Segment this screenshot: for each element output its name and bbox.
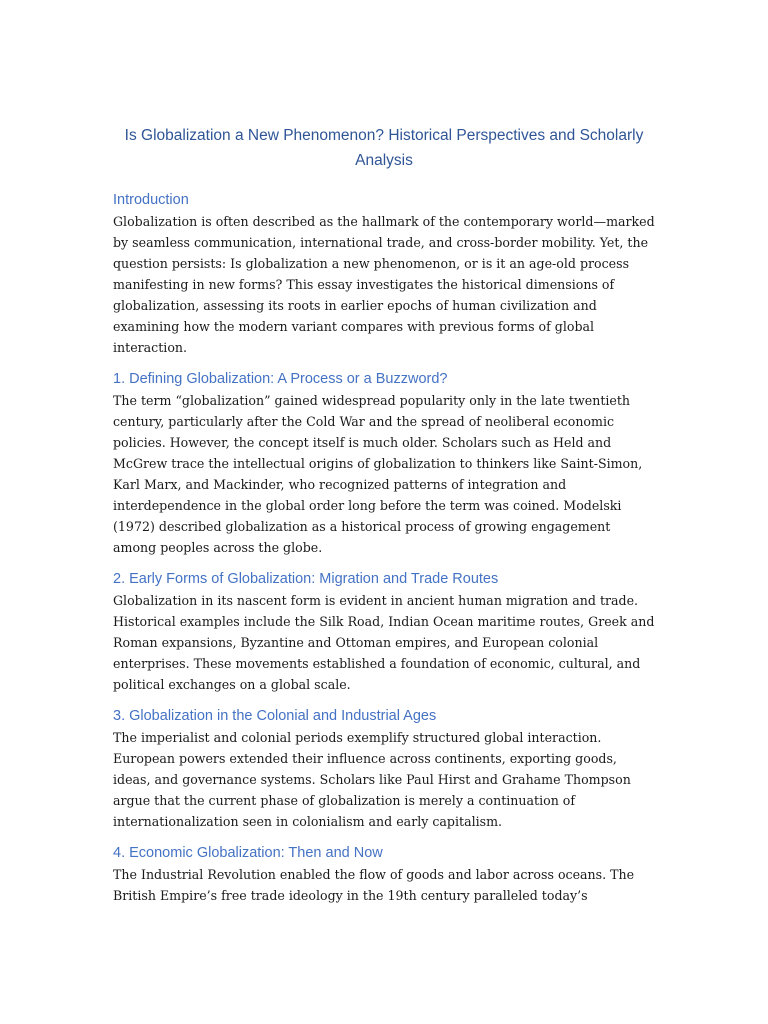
section-heading-colonial-industrial: 3. Globalization in the Colonial and Industrial Ages xyxy=(113,708,437,724)
section-paragraph-economic-globalization: The Industrial Revolution enabled the flow of goods and labor across oceans. The British Empire’s free trade ideology in the 19th century paralleled today’s xyxy=(113,867,635,903)
section-heading-economic-globalization: 4. Economic Globalization: Then and Now xyxy=(113,845,383,861)
document-title: Is Globalization a New Phenomenon? Historical Perspectives and Scholarly Analysis xyxy=(124,127,644,169)
section-paragraph-defining-globalization: The term “globalization” gained widespread popularity only in the late twentieth century, particularly after the Cold War and the spread of neoliberal economic policies. However, the concept itself is much older. Scholars such as Held and McGrew trace the intellectual origins of globalization to thinkers like Saint-Simon, Karl Marx, and Mackinder, who recognized patterns of integration and interdependence in the global order long before the term was coined. Modelski (1972) described globalization as a historical process of growing engagement among peoples across the globe. xyxy=(113,393,643,555)
section-paragraph-early-forms: Globalization in its nascent form is evident in ancient human migration and trade. Historical examples include the Silk Road, Indian Ocean maritime routes, Greek and Roman expansions, Byzantine and Ottoman empires, and European colonial enterprises. These movements established a foundation of economic, cultural, and political exchanges on a global scale. xyxy=(113,593,655,692)
section-economic-globalization xyxy=(113,842,655,906)
document-body xyxy=(113,123,655,906)
section-heading-early-forms: 2. Early Forms of Globalization: Migration and Trade Routes xyxy=(113,571,499,587)
section-early-forms xyxy=(113,568,655,695)
section-paragraph-introduction: Globalization is often described as the hallmark of the contemporary world—marked by seamless communication, international trade, and cross-border mobility. Yet, the question persists: Is globalization a new phenomenon, or is it an age-old process manifesting in new forms? This essay investigates the historical dimensions of globalization, assessing its roots in earlier epochs of human civilization and examining how the modern variant compares with previous forms of global interaction. xyxy=(113,214,655,355)
section-introduction xyxy=(113,189,655,358)
section-paragraph-colonial-industrial: The imperialist and colonial periods exemplify structured global interaction. European powers extended their influence across continents, exporting goods, ideas, and governance systems. Scholars like Paul Hirst and Grahame Thompson argue that the current phase of globalization is merely a continuation of internationalization seen in colonialism and early capitalism. xyxy=(113,730,631,829)
section-heading-defining-globalization: 1. Defining Globalization: A Process or a Buzzword? xyxy=(113,371,448,387)
section-defining-globalization xyxy=(113,368,655,558)
section-colonial-industrial xyxy=(113,705,655,832)
section-heading-introduction: Introduction xyxy=(113,192,189,208)
